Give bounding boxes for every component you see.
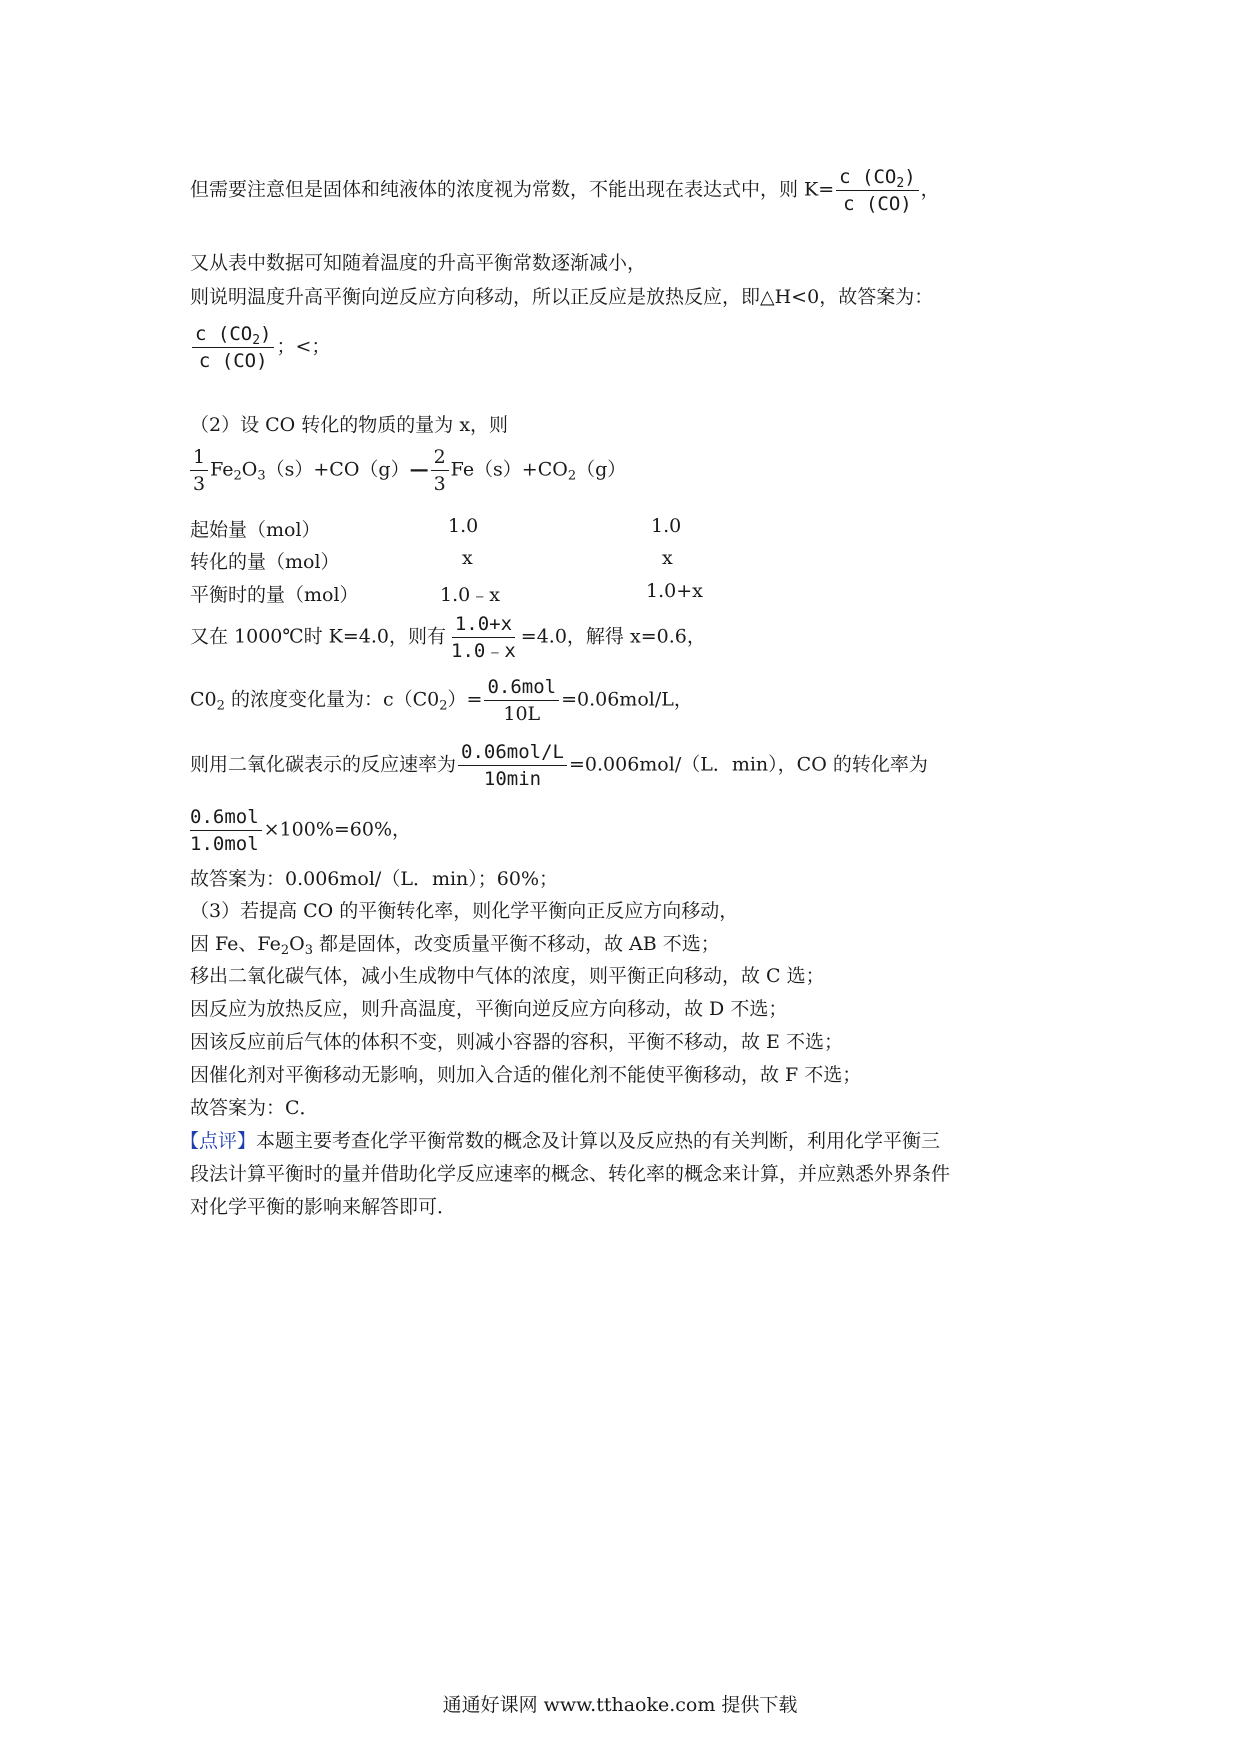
- row-label: 转化的量（mol）: [190, 551, 340, 573]
- option-f-line: 因催化剂对平衡移动无影响，则加入合适的催化剂不能使平衡移动，故 F 不选；: [190, 1064, 862, 1086]
- answer-line-2: 故答案为：0.006mol/（L．min）；60%；: [190, 868, 559, 890]
- review-line-3: 对化学平衡的影响来解答即可．: [190, 1196, 457, 1218]
- answer-k-fraction: $\frac{c (CO_2)}{c (CO)}$: [192, 322, 274, 373]
- row-label: 起始量（mol）: [190, 519, 321, 541]
- rate-fraction: $\frac{\text{0.06mol/L}}{10\min}$: [458, 740, 567, 791]
- option-d-line: 因反应为放热反应，则升高温度，平衡向逆反应方向移动，故 D 不选；: [190, 998, 788, 1020]
- review-tag: 【点评】: [180, 1130, 257, 1152]
- reaction-equation: $\frac{1}{3}$ $Fe_2O_3(s)+CO(g)—$ $\frac{2}{3}$ $Fe(s)+CO_2(g)$: [190, 445, 626, 496]
- row-value-co: 1.0﹣x: [440, 584, 500, 606]
- option-e-line: 因该反应前后气体的体积不变，则减小容器的容积，平衡不移动，故 E 不选；: [190, 1031, 843, 1053]
- conversion-rate-line: $\frac{\text{0.6mol}}{\text{1.0mol}}$ ×100%=60%，: [190, 806, 412, 855]
- row-label: 平衡时的量（mol）: [190, 584, 359, 606]
- solution-line-k-expression: 但需要注意但是固体和纯液体的浓度视为常数，不能出现在表达式中，则 K= $\frac{c (CO_2)}{c (CO)}$ ，: [190, 166, 940, 215]
- review-line-2: 段法计算平衡时的量并借助化学反应速率的概念、转化率的概念来计算，并应熟悉外界条件: [190, 1163, 951, 1185]
- coef-two-thirds: $\frac{2}{3}$: [431, 445, 449, 496]
- solution-line-3: 则说明温度升高平衡向逆反应方向移动，所以正反应是放热反应，即△H<0，故答案为：: [190, 286, 934, 308]
- k-equation-line: 又在 1000℃时 K=4.0，则有 $\frac{1.0+x}{1.0﹣x}$ =4.0，解得 x=0.6，: [190, 613, 706, 662]
- answer-k-fraction-line: $\frac{c (CO_2)}{c (CO)}$ ；<；: [190, 322, 330, 373]
- conversion-fraction: $\frac{\text{0.6mol}}{\text{1.0mol}}$: [190, 805, 262, 856]
- page-footer: 通通好课网 www.tthaoke.com 提供下载: [442, 1694, 798, 1716]
- k-fraction-numerator: c (CO: [839, 166, 897, 188]
- review-line-1: 【点评】本题主要考查化学平衡常数的概念及计算以及反应热的有关判断，利用化学平衡三: [180, 1130, 941, 1152]
- part-3-intro: （3）若提高 CO 的平衡转化率，则化学平衡向正反应方向移动，: [190, 900, 739, 922]
- option-ab-line: 因 Fe、$Fe_2O_3$ 都是固体，改变质量平衡不移动，故 AB 不选；: [190, 933, 720, 958]
- row-value-co2: x: [662, 547, 673, 569]
- k-expression-text: 但需要注意但是固体和纯液体的浓度视为常数，不能出现在表达式中，则 K=: [190, 178, 835, 201]
- k-fraction-denominator: c (CO): [843, 193, 912, 215]
- k-fraction: $\frac{c (CO_2)}{c (CO)}$: [836, 165, 918, 216]
- k-ratio-fraction: $\frac{1.0+x}{1.0﹣x}$: [451, 613, 516, 662]
- answer-line-3: 故答案为：C．: [190, 1097, 319, 1119]
- row-value-co: x: [462, 547, 473, 569]
- reaction-rate-line: 则用二氧化碳表示的反应速率为 $\frac{\text{0.06mol/L}}{10\min}$ =0.006mol/（L．min），CO 的转化率为: [190, 741, 928, 790]
- co2-concentration-line: $C0_2$ 的浓度变化量为：$c(C0_2)=$ $\frac{\text{0.6mol}}{10L}$ =0.06mol/L，: [190, 676, 693, 725]
- row-value-co: 1.0: [448, 515, 479, 537]
- coef-one-third: $\frac{1}{3}$: [190, 445, 208, 496]
- part-2-intro: （2）设 CO 转化的物质的量为 x，则: [190, 414, 509, 436]
- concentration-fraction: $\frac{\text{0.6mol}}{10L}$: [484, 675, 559, 726]
- solution-line-2: 又从表中数据可知随着温度的升高平衡常数逐渐减小，: [190, 252, 647, 274]
- reaction-arrow: —: [409, 458, 429, 481]
- row-value-co2: 1.0: [651, 515, 682, 537]
- option-c-line: 移出二氧化碳气体，减小生成物中气体的浓度，则平衡正向移动，故 C 选；: [190, 965, 825, 987]
- row-value-co2: 1.0+x: [646, 580, 703, 602]
